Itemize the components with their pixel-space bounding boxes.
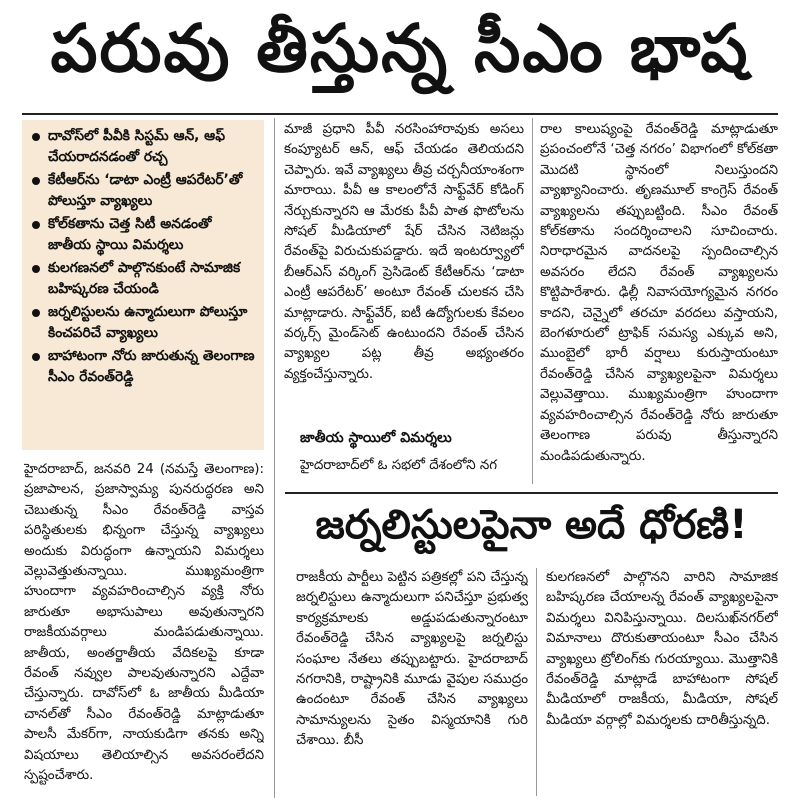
highlight-item xyxy=(32,170,256,212)
box-top-rule xyxy=(285,492,778,494)
box-headline: జర్నలిస్టులపైనా అదే ధోరణి! xyxy=(315,502,748,548)
column-divider xyxy=(536,568,537,796)
highlight-text: కోల్‌కతాను చెత్త సిటీ అనడంతో జాతీయ స్థాయి విమర్శలు xyxy=(48,216,212,253)
section-subhead: జాతీయ స్థాయిలో విమర్శలు xyxy=(300,430,452,446)
highlight-text: దావోస్‌లో పీవీకి సిస్టమ్ ఆన్, ఆఫ్ చేయరాదనడంతో రచ్చ xyxy=(48,128,226,165)
highlight-item xyxy=(32,302,256,344)
highlight-text: కేటీఆర్‌ను ‘డాటా ఎంట్రీ ఆపరేటర్’తో పోలుస్తూ వ్యాఖ్యలు xyxy=(48,172,243,209)
bullet-icon xyxy=(32,221,40,229)
highlights-box xyxy=(22,120,264,450)
highlight-item xyxy=(32,346,256,388)
article-column-3: రాల కాలుష్యంపై రేవంత్‌రెడ్డి మాట్లాడుతూ ప్రపంచంలోనే ‘చెత్త నగరం’ విభాగంలో కోల్‌కతా మొదటి స్థానంలో నిలుస్తుందని వ్యాఖ్యానించారు. తృణమూల్ కాంగ్రెస్ రేవంత్ వ్యాఖ్యలను తప్పుబట్టింది. సీఎం రేవంత్ కోల్‌కతాను సందర్శించాలని సూచించారు. నిరాధారమైన వాదనలపై స్పందించాల్సిన అవసరం లేదని రేవంత్ వ్యాఖ్యలను కొట్టిపారేశారు. ఢిల్లీ నివాసయోగ్యమైన నగరం కాదని, చెన్నైలో తరచూ వరదలు వస్తాయని, బెంగళూరులో ట్రాఫిక్ సమస్య ఎక్కువ అని, ముంబైలో భారీ వర్షాలు కురుస్తాయంటూ రేవంత్‌రెడ్డి చేసిన వ్యాఖ్యలపైనా విమర్శలు వెల్లువెత్తాయి. ముఖ్యమంత్రిగా హుందాగా వ్యవహరించాల్సిన రేవంత్‌రెడ్డి నోరు జారుతూ తెలంగాణ పరువు తీస్తున్నారని మండిపడుతున్నారు. xyxy=(540,122,778,464)
bullet-icon xyxy=(32,309,40,317)
headline: పరువు తీస్తున్న సీఎం భాష xyxy=(50,9,750,87)
article-column-2-continued: హైదరాబాద్‌లో ఓ సభలో దేశంలోని నగ xyxy=(300,458,498,473)
article-column-1: హైదరాబాద్, జనవరి 24 (నమస్తే తెలంగాణ): ప్రజాపాలన, ప్రజాస్వామ్య పునరుద్ధరణ అని చెబుతున్న సీఎం రేవంత్‌రెడ్డి వాస్తవ పరిస్థితులకు భిన్నంగా చేస్తున్న వ్యాఖ్యలు అందుకు విరుద్ధంగా ఉన్నాయని విమర్శలు వెల్లువెత్తుతున్నాయి. ముఖ్యమంత్రిగా హుందాగా వ్యవహరించాల్సిన వ్యక్తి నోరు జారుతూ అభాసుపాలు అవుతున్నారని రాజకీయవర్గాలు మండిపడుతున్నాయి. జాతీయ, అంతర్జాతీయ వేదికలపై కూడా రేవంత్ నవ్వుల పాలవుతున్నారని ఎద్దేవా చేస్తున్నారు. దావోస్‌లో ఓ జాతీయ మీడియా చానల్‌తో సీఎం రేవంత్‌రెడ్డి మాట్లాడుతూ పాలసీ మేకర్‌గా, నాయకుడిగా తనకు అన్ని విషయాలు తెలియాల్సిన అవసరంలేదని స్పష్టంచేశారు. xyxy=(24,462,264,784)
bullet-icon xyxy=(32,265,40,273)
bullet-icon xyxy=(32,133,40,141)
bullet-icon xyxy=(32,353,40,361)
column-divider xyxy=(274,118,275,798)
highlight-text: జర్నలిస్టులను ఉన్మాదులుగా పోలుస్తూ కించపరిచే వ్యాఖ్యలు xyxy=(48,304,248,341)
box-column-2: కులగణనలో పాల్గొనని వారిని సామాజిక బహిష్కరణ చేయాలన్న రేవంత్ వ్యాఖ్యలపైనా విమర్శలు వినిపిస్తున్నాయి. దిలసుఖ్‌నగర్‌లో విమానాలు దొరుకుతాయంటూ సీఎం చేసిన వ్యాఖ్యలు ట్రోలింగ్‌కు గురయ్యాయి. మొత్తానికి రేవంత్‌రెడ్డి మాట్లాడే బాహాటంగా సోషల్ మీడియాలో రాజకీయ, మీడియా, సోషల్ మీడియా వర్గాల్లో విమర్శలకు దారితీస్తున్నది. xyxy=(546,570,778,728)
highlight-item xyxy=(32,214,256,256)
highlight-text: బాహాటంగా నోరు జారుతున్న తెలంగాణ సీఎం రేవంత్‌రెడ్డి xyxy=(48,348,255,385)
article-column-2: మాజీ ప్రధాని పీవీ నరసింహారావుకు అసలు కంప్యూటర్ ఆన్, ఆఫ్ చేయడం తెలియదని చెప్పారు. ఇవే వ్యాఖ్యలు తీవ్ర చర్చనీయాంశంగా మారాయి. పీవీ ఆ కాలంలోనే సాఫ్ట్‌వేర్ కోడింగ్ నేర్చుకున్నారని ఆ మేరకు పీవీ పాత ఫొటోలను సోషల్ మీడియాలో షేర్ చేసిన నెటిజన్లు రేవంత్‌పై విరుచుకుపడ్డారు. ఇదే ఇంటర్వ్యూలో బీఆర్‌ఎస్ వర్కింగ్ ప్రెసిడెంట్ కేటీఆర్‌ను ‘డాటా ఎంట్రీ ఆపరేటర్’ అంటూ రేవంత్ చులకన చేసి మాట్లాడారు. సాఫ్ట్‌వేర్, ఐటీ ఉద్యోగులకు కేవలం వర్కర్స్ మైండ్‌సెట్ ఉంటుందని రేవంత్ చేసిన వ్యాఖ్యల పట్ల తీవ్ర అభ్యంతరం వ్యక్తంచేస్తున్నారు. xyxy=(284,122,524,382)
column-divider xyxy=(532,118,533,484)
highlight-text: కులగణనలో పాల్గొనకుంటే సామాజిక బహిష్కరణ చేయండి xyxy=(48,260,241,297)
bullet-icon xyxy=(32,177,40,185)
headline-rule xyxy=(22,113,778,115)
box-column-1: రాజకీయ పార్టీలు పెట్టిన పత్రికల్లో పని చేస్తున్న జర్నలిస్టులు ఉన్మాదులుగా పనిచేస్తూ ప్రభుత్వ కార్యక్రమాలకు అడ్డుపడుతున్నారంటూ రేవంత్‌రెడ్డి చేసిన వ్యాఖ్యలపై జర్నలిస్టు సంఘాల నేతలు తప్పుబట్టారు. హైదరాబాద్ నగరానికి, రాష్ట్రానికి మూడు వైపుల సముద్రం ఉందంటూ రేవంత్ చేసిన వ్యాఖ్యలు సామాన్యులను సైతం విస్మయానికి గురి చేశాయి. బీసీ xyxy=(296,570,528,749)
highlight-item xyxy=(32,258,256,300)
highlight-item xyxy=(32,126,256,168)
